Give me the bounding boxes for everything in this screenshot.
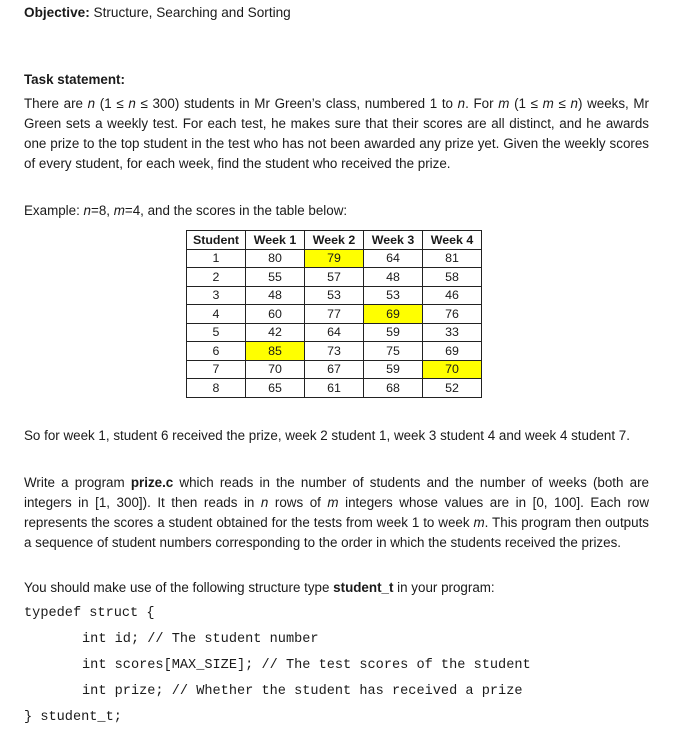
objective-text: Structure, Searching and Sorting xyxy=(89,5,291,20)
table-cell: 42 xyxy=(246,323,305,342)
var-n: n xyxy=(128,96,136,111)
table-row xyxy=(187,342,482,361)
table-cell: 55 xyxy=(246,268,305,287)
task-heading: Task statement: xyxy=(24,72,125,87)
objective-line xyxy=(24,5,291,20)
table-cell: 80 xyxy=(246,249,305,268)
table-cell: 59 xyxy=(364,360,423,379)
table-cell: 2 xyxy=(187,268,246,287)
column-header: Student xyxy=(187,231,246,250)
var-m: m xyxy=(542,96,554,111)
table-cell: 67 xyxy=(305,360,364,379)
text: in your program: xyxy=(393,580,495,595)
text: integers whose values are in [0, 100]. Each row represents the scores a student obtained for the tests from week 1 to week xyxy=(24,495,649,530)
result-text: So for week 1, student 6 received the prize, week 2 student 1, week 3 student 4 and week 4 student 7. xyxy=(24,428,630,443)
column-header: Week 4 xyxy=(423,231,482,250)
text: =4, and the scores in the table below: xyxy=(124,203,348,218)
table-row xyxy=(187,360,482,379)
text: ≤ 300) students in Mr Green’s class, numbered 1 to xyxy=(135,96,458,111)
table-row xyxy=(187,286,482,305)
struct-name: student_t xyxy=(333,580,394,595)
scores-table xyxy=(186,230,482,398)
table-cell: 81 xyxy=(423,249,482,268)
highlighted-cell: 69 xyxy=(364,305,423,324)
table-cell: 5 xyxy=(187,323,246,342)
table-row xyxy=(187,249,482,268)
table-row xyxy=(187,268,482,287)
text: rows of xyxy=(268,495,328,510)
var-m: m xyxy=(498,96,510,111)
table-cell: 3 xyxy=(187,286,246,305)
code-line: int scores[MAX_SIZE]; // The test scores of the student xyxy=(82,658,531,673)
text: . For xyxy=(465,96,499,111)
table-cell: 73 xyxy=(305,342,364,361)
code-line: int id; // The student number xyxy=(82,632,319,647)
example-line xyxy=(24,201,649,221)
table-cell: 6 xyxy=(187,342,246,361)
text: Example: xyxy=(24,203,84,218)
text: . This program then outputs a sequence of student numbers corresponding to the order in which the students received the prizes. xyxy=(24,515,649,550)
table-cell: 65 xyxy=(246,379,305,398)
table-cell: 7 xyxy=(187,360,246,379)
text: (1 ≤ xyxy=(95,96,129,111)
text: =8, xyxy=(91,203,114,218)
column-header: Week 2 xyxy=(305,231,364,250)
table-cell: 4 xyxy=(187,305,246,324)
table-cell: 76 xyxy=(423,305,482,324)
table-cell: 8 xyxy=(187,379,246,398)
table-cell: 53 xyxy=(305,286,364,305)
text: Write a program xyxy=(24,475,131,490)
code-line: } student_t; xyxy=(24,710,122,725)
var-m: m xyxy=(327,495,339,510)
table-cell: 59 xyxy=(364,323,423,342)
table-cell: 68 xyxy=(364,379,423,398)
objective-label: Objective: xyxy=(24,5,90,20)
table-cell: 70 xyxy=(246,360,305,379)
column-header: Week 1 xyxy=(246,231,305,250)
text: which reads in the number of students and the number of weeks (both are integers in [1, 300]). It then reads in xyxy=(24,475,649,510)
table-cell: 69 xyxy=(423,342,482,361)
text: ) weeks, Mr Green sets a weekly test. For each test, he makes sure that their scores are all distinct, and he awards one prize to the top student in the test who has not been awarded any prize yet. Given the weekly scores of every student, for each week, find the student who received the prize. xyxy=(24,96,650,171)
table-cell: 52 xyxy=(423,379,482,398)
var-m: m xyxy=(473,515,485,530)
table-cell: 64 xyxy=(364,249,423,268)
table-cell: 48 xyxy=(246,286,305,305)
column-header: Week 3 xyxy=(364,231,423,250)
table-cell: 58 xyxy=(423,268,482,287)
text: You should make use of the following structure type xyxy=(24,580,334,595)
var-m: m xyxy=(113,203,125,218)
table-cell: 77 xyxy=(305,305,364,324)
table-cell: 57 xyxy=(305,268,364,287)
program-description xyxy=(24,473,649,553)
table-cell: 75 xyxy=(364,342,423,361)
code-line: typedef struct { xyxy=(24,606,155,621)
table-row xyxy=(187,379,482,398)
code-line: int prize; // Whether the student has received a prize xyxy=(82,684,523,699)
file-name: prize.c xyxy=(130,475,174,490)
text: There are xyxy=(24,96,88,111)
table-cell: 60 xyxy=(246,305,305,324)
var-n: n xyxy=(260,495,269,510)
table-cell: 53 xyxy=(364,286,423,305)
struct-intro xyxy=(24,578,649,598)
table-cell: 61 xyxy=(305,379,364,398)
text: (1 ≤ xyxy=(509,96,543,111)
table-cell: 1 xyxy=(187,249,246,268)
var-n: n xyxy=(457,96,466,111)
table-cell: 48 xyxy=(364,268,423,287)
var-n: n xyxy=(83,203,91,218)
highlighted-cell: 79 xyxy=(305,249,364,268)
highlighted-cell: 85 xyxy=(246,342,305,361)
table-cell: 64 xyxy=(305,323,364,342)
text: ≤ xyxy=(553,96,571,111)
highlighted-cell: 70 xyxy=(423,360,482,379)
var-n: n xyxy=(570,96,578,111)
table-row xyxy=(187,323,482,342)
table-cell: 46 xyxy=(423,286,482,305)
var-n: n xyxy=(87,96,96,111)
task-statement xyxy=(24,94,649,174)
table-row xyxy=(187,305,482,324)
table-cell: 33 xyxy=(423,323,482,342)
